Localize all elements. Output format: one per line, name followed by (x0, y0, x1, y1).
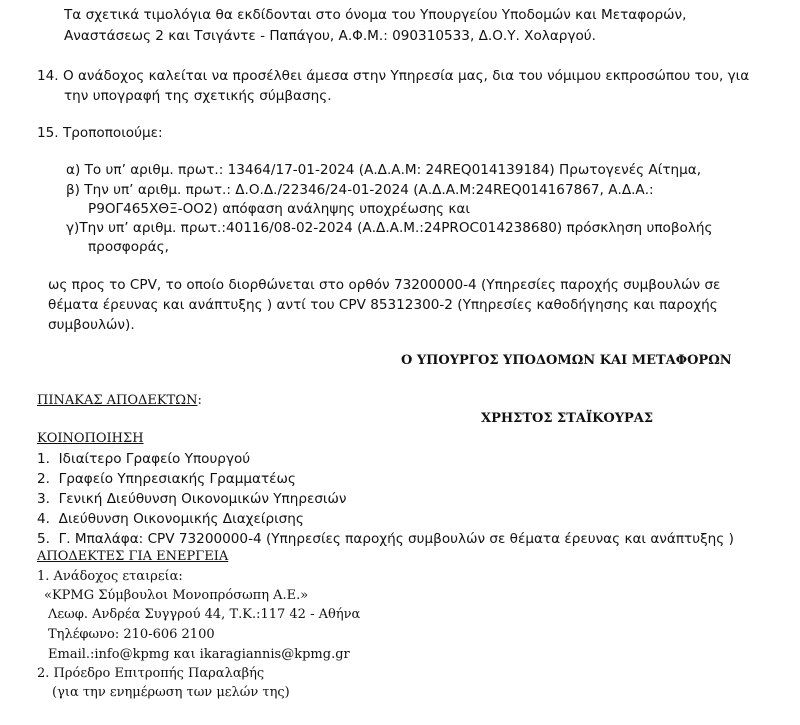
company-address: Λεωφ. Ανδρέα Συγγρού 44, Τ.Κ.:117 42 - Αθήνα (48, 607, 361, 622)
item-14-line-2: την υπογραφή της σχετικής σύμβασης. (64, 88, 332, 104)
cpv-line-2: θέματα έρευνας και ανάπτυξης ) αντί του CPV 85312300-2 (Υπηρεσίες καθοδήγησης και παροχής (48, 297, 718, 313)
cc-item-text: Ιδιαίτερο Γραφείο Υπουργού (58, 451, 251, 467)
cc-item-text: Γενική Διεύθυνση Οικονομικών Υπηρεσιών (58, 491, 347, 507)
cc-heading: ΚΟΙΝΟΠΟΙΗΣΗ (37, 431, 144, 446)
item-15-b-line-1: β) Την υπ’ αριθμ. πρωτ.: Δ.Ο.Δ./22346/24-01-2024 (Α.Δ.Α.Μ:24REQ014167867, Α.Δ.Α.: (66, 182, 654, 198)
action-item-2-note: (για την ενημέρωση των μελών της) (52, 685, 290, 700)
cc-item (37, 470, 296, 488)
signature-name: ΧΡΗΣΤΟΣ ΣΤΑΪΚΟΥΡΑΣ (481, 411, 654, 426)
recipients-heading: ΠΙΝΑΚΑΣ ΑΠΟΔΕΚΤΩΝ (37, 393, 198, 408)
company-name: «KPMG Σύμβουλοι Μονοπρόσωπη Α.Ε.» (44, 588, 309, 603)
item-15-a: α) Το υπ’ αριθμ. πρωτ.: 13464/17-01-2024 (Α.Δ.Α.Μ: 24REQ014139184) Πρωτογενές Αίτημα, (66, 162, 702, 178)
signature-title: Ο ΥΠΟΥΡΓΟΣ ΥΠΟΔΟΜΩΝ ΚΑΙ ΜΕΤΑΦΟΡΩΝ (401, 353, 732, 368)
cc-item-num: 5. (37, 531, 50, 547)
item-15-c-line-2: προσφοράς, (88, 239, 169, 255)
cc-item-num: 4. (37, 511, 50, 527)
cc-item-text: Διεύθυνση Οικονομικής Διαχείρισης (58, 511, 304, 527)
action-heading: ΑΠΟΔΕΚΤΕΣ ΓΙΑ ΕΝΕΡΓΕΙΑ (37, 549, 229, 564)
recipients-heading-wrap (37, 392, 202, 410)
cc-item (37, 530, 734, 548)
cc-item-num: 3. (37, 491, 50, 507)
company-phone: Τηλέφωνο: 210-606 2100 (48, 627, 215, 642)
cpv-line-1: ως προς το CPV, το οποίο διορθώνεται στο ορθόν 73200000-4 (Υπηρεσίες παροχής συμβουλών σε (48, 277, 721, 293)
cc-item-num: 2. (37, 471, 50, 487)
item-15-b-line-2: Ρ9ΟΓ465ΧΘΞ-ΟΟ2) απόφαση ανάληψης υποχρέωσης και (88, 201, 470, 217)
item-14-line-1: 14. Ο ανάδοχος καλείται να προσέλθει άμεσα στην Υπηρεσία μας, δια του νόμιμου εκπροσώπου του, για (37, 68, 750, 84)
cc-item-text: Γ. Μπαλάφα: CPV 73200000-4 (Υπηρεσίες παροχής συμβουλών σε θέματα έρευνας και ανάπτυξης ) (58, 531, 734, 547)
recipients-heading-colon: : (197, 393, 202, 408)
item-15-c-line-1: γ)Την υπ’ αριθμ. πρωτ.:40116/08-02-2024 (Α.Δ.Α.Μ.:24PROC014238680) πρόσκληση υποβολής (66, 220, 713, 236)
cc-item (37, 510, 304, 528)
cc-item (37, 490, 347, 508)
invoices-line-1: Τα σχετικά τιμολόγια θα εκδίδονται στο όνομα του Υπουργείου Υποδομών και Μεταφορών, (64, 7, 687, 23)
item-15-heading: 15. Τροποποιούμε: (37, 125, 163, 141)
action-item-2: 2. Πρόεδρο Επιτροπής Παραλαβής (37, 666, 265, 681)
cc-item (37, 450, 250, 468)
action-item-1: 1. Ανάδοχος εταιρεία: (37, 569, 183, 584)
invoices-line-2: Αναστάσεως 2 και Τσιγάντε - Παπάγου, Α.Φ.Μ.: 090310533, Δ.Ο.Υ. Χολαργού. (64, 28, 596, 44)
company-email: Email.:info@kpmg και ikaragiannis@kpmg.gr (48, 647, 350, 662)
cpv-line-3: συμβουλών). (48, 317, 135, 333)
cc-item-text: Γραφείο Υπηρεσιακής Γραμματέως (58, 471, 296, 487)
cc-item-num: 1. (37, 451, 50, 467)
